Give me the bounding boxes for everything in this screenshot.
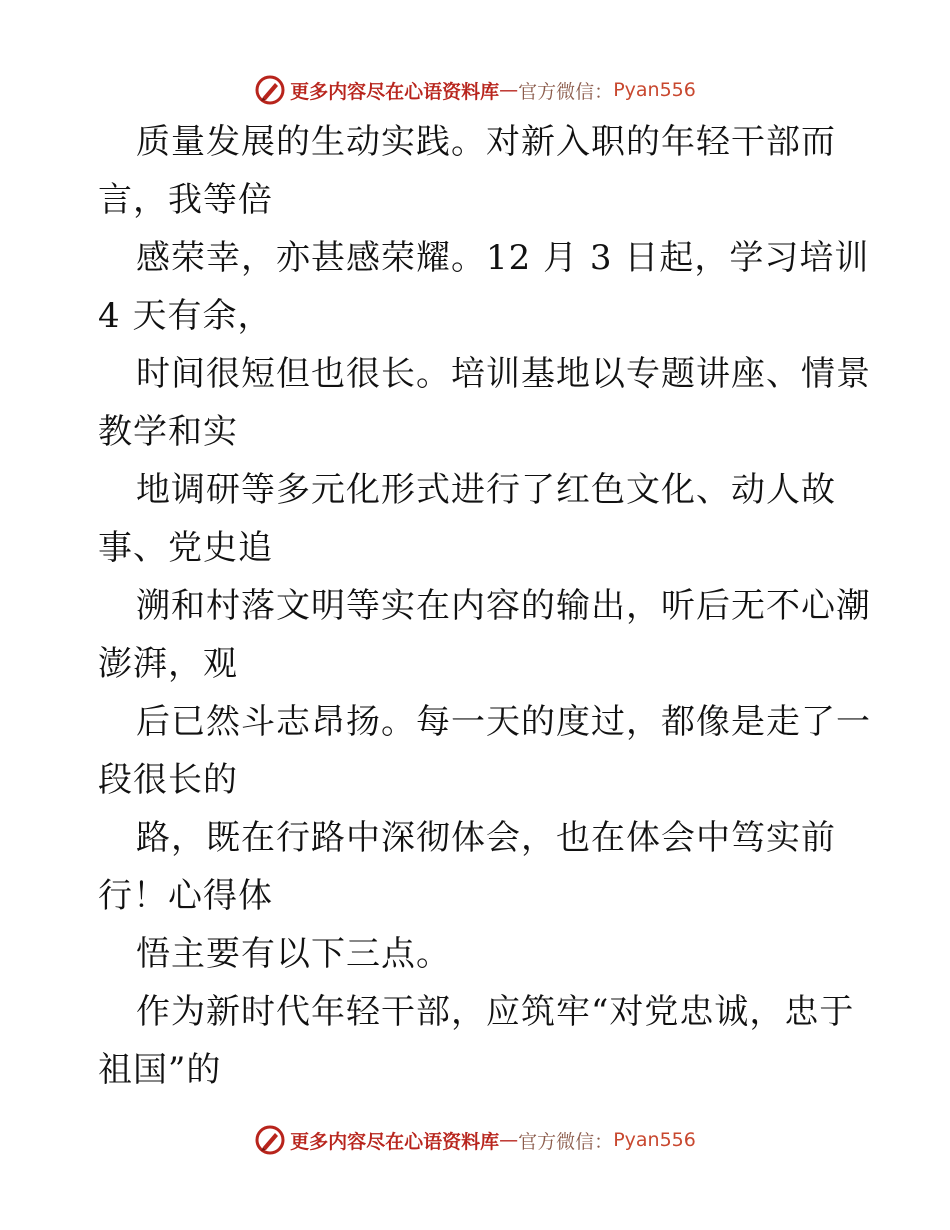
text-line: 澎湃，观 — [98, 644, 238, 684]
text-line: 祖国”的 — [98, 1050, 222, 1090]
footer-banner — [0, 1120, 950, 1160]
text-line: 事、党史追 — [98, 528, 273, 568]
text-line: 段很长的 — [98, 760, 238, 800]
header-site-text: 更多内容尽在心语资料库 — [290, 80, 500, 103]
text-line: 溯和村落文明等实在内容的输出，听后无不心潮 — [136, 586, 871, 626]
text-line: 行！心得体 — [98, 876, 273, 916]
header-wechat-id: Pyan556 — [613, 79, 696, 101]
text-line: 质量发展的生动实践。对新入职的年轻干部而 — [136, 122, 836, 162]
text-line: 教学和实 — [98, 412, 238, 452]
text-line: 时间很短但也很长。培训基地以专题讲座、情景 — [136, 354, 871, 394]
header-separator: — — [499, 79, 519, 101]
footer-site-text: 更多内容尽在心语资料库 — [290, 1130, 500, 1153]
text-line: 作为新时代年轻干部，应筑牢“对党忠诚，忠于 — [136, 992, 855, 1032]
text-line: 感荣幸，亦甚感荣耀。12 月 3 日起，学习培训 — [136, 238, 870, 278]
text-line: 地调研等多元化形式进行了红色文化、动人故 — [136, 470, 836, 510]
text-line: 后已然斗志昂扬。每一天的度过，都像是走了一 — [136, 702, 871, 742]
header-banner — [0, 70, 950, 110]
pen-logo-icon — [254, 74, 286, 106]
text-line: 悟主要有以下三点。 — [136, 934, 451, 974]
text-line: 路，既在行路中深彻体会，也在体会中笃实前 — [136, 818, 836, 858]
pen-logo-icon — [254, 1124, 286, 1156]
header-wechat-label: 官方微信： — [518, 80, 614, 103]
footer-wechat-label: 官方微信： — [518, 1130, 614, 1153]
text-line: 4 天有余， — [98, 296, 273, 336]
footer-wechat-id: Pyan556 — [613, 1129, 696, 1151]
text-line: 言，我等倍 — [98, 180, 273, 220]
footer-separator: — — [499, 1129, 519, 1151]
